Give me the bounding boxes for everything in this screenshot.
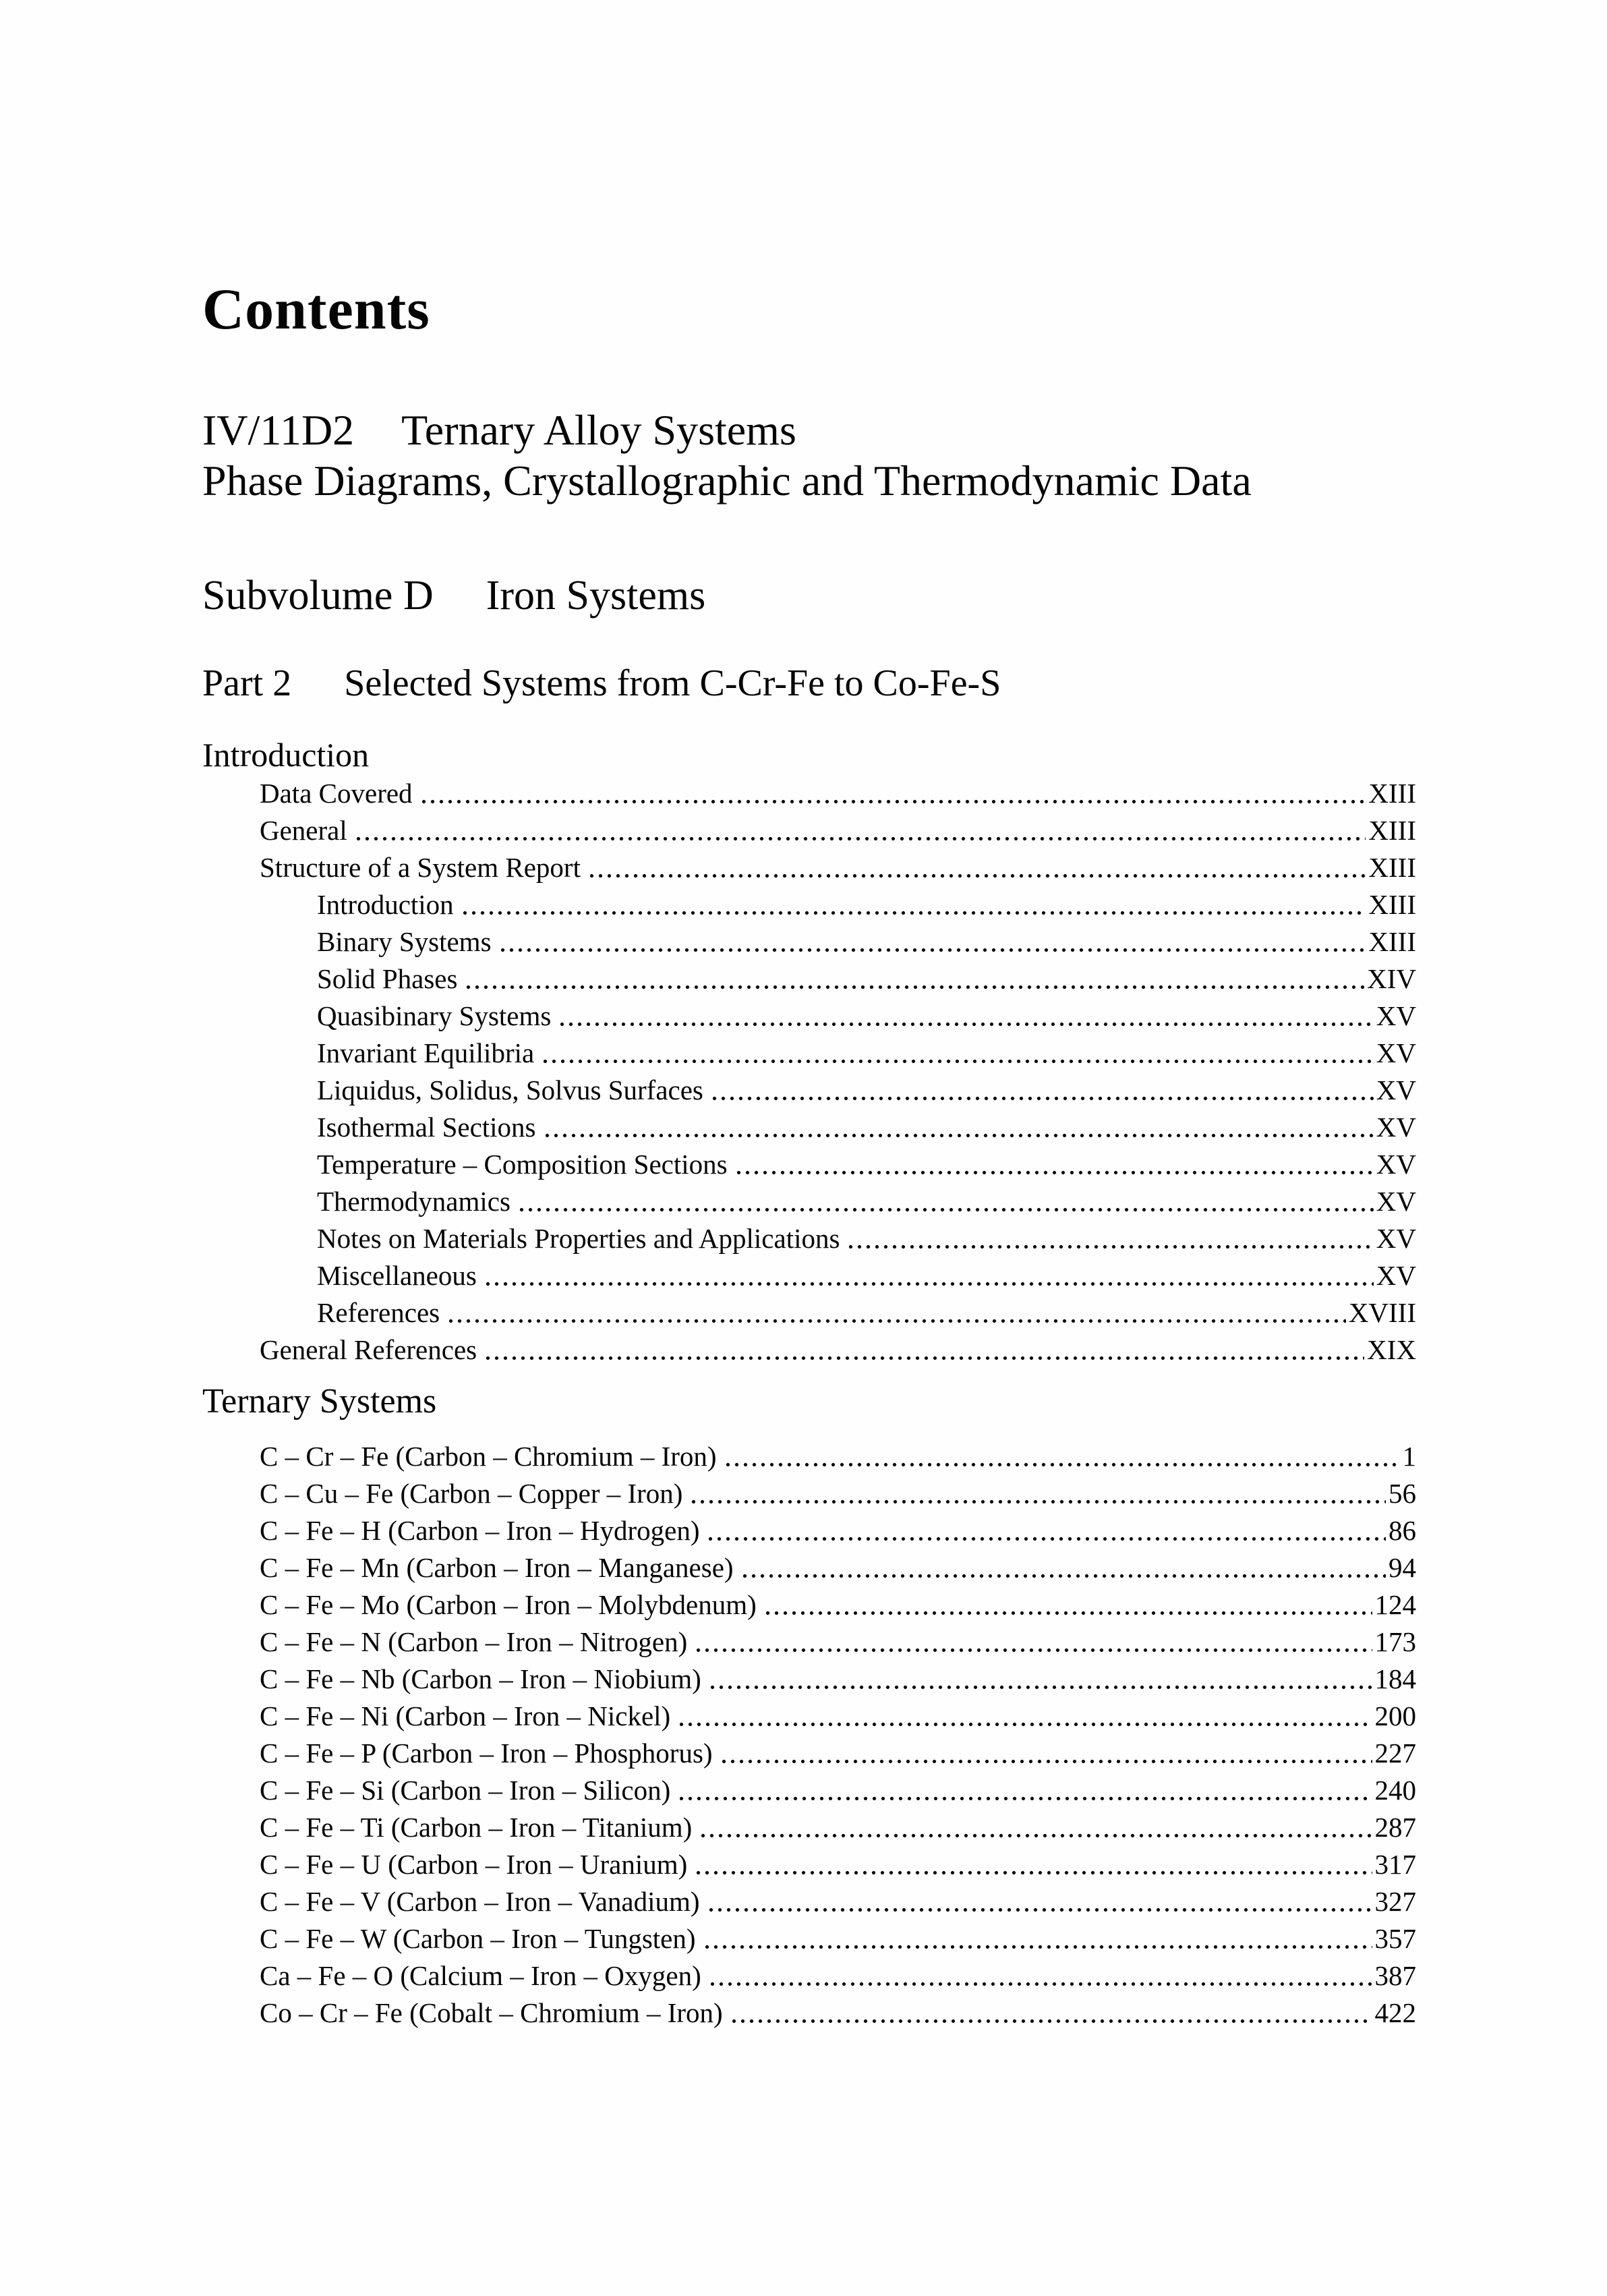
toc-entry-label: C – Fe – W (Carbon – Iron – Tungsten) <box>260 1922 696 1954</box>
toc-entry-page: 287 <box>1374 1811 1416 1843</box>
toc-entry-label: Thermodynamics <box>317 1186 510 1217</box>
toc-entry-label: Invariant Equilibria <box>317 1037 535 1069</box>
toc-entry-label: General <box>260 815 347 846</box>
toc-entry <box>202 1994 1416 2032</box>
dot-leader <box>720 1735 1372 1764</box>
toc-entry-page: XV <box>1376 1112 1416 1143</box>
toc-entry <box>202 1920 1416 1957</box>
dot-leader <box>703 1920 1372 1949</box>
toc-entry-label: Ca – Fe – O (Calcium – Iron – Oxygen) <box>260 1959 701 1991</box>
toc-entry <box>202 849 1416 886</box>
toc-entry <box>202 1257 1416 1294</box>
toc-entry <box>202 998 1416 1035</box>
toc-entry <box>202 1661 1416 1698</box>
dot-leader <box>543 1109 1374 1138</box>
toc-entry <box>202 1220 1416 1257</box>
introduction-section-heading: Introduction <box>202 736 370 774</box>
toc-entry <box>202 812 1416 849</box>
dot-leader <box>517 1183 1374 1212</box>
toc-entry-label: Temperature – Composition Sections <box>317 1149 728 1180</box>
dot-leader <box>677 1772 1372 1801</box>
toc-entry <box>202 1772 1416 1809</box>
toc-entry <box>202 886 1416 923</box>
dot-leader <box>699 1809 1372 1838</box>
toc-entry-label: C – Fe – Si (Carbon – Iron – Silicon) <box>260 1774 671 1806</box>
dot-leader <box>846 1220 1373 1249</box>
toc-entry <box>202 1072 1416 1109</box>
part-heading <box>202 661 1416 706</box>
toc-entry-label: C – Fe – P (Carbon – Iron – Phosphorus) <box>260 1737 713 1769</box>
dot-leader <box>484 1331 1364 1360</box>
toc-entry-page: 184 <box>1374 1663 1416 1694</box>
toc-entry-page: XIII <box>1368 778 1416 809</box>
toc-entry <box>202 1735 1416 1772</box>
toc-entry-label: General References <box>260 1334 477 1366</box>
volume-subtitle: Phase Diagrams, Crystallographic and Thermodynamic Data <box>202 456 1252 505</box>
dot-leader <box>694 1846 1372 1875</box>
dot-leader <box>541 1035 1374 1064</box>
dot-leader <box>724 1438 1400 1467</box>
toc-entry-page: XIX <box>1367 1334 1416 1366</box>
dot-leader <box>484 1257 1374 1286</box>
toc-entry <box>202 1586 1416 1624</box>
part-name: Selected Systems from C-Cr-Fe to Co-Fe-S <box>344 662 1001 705</box>
toc-entry-page: XV <box>1376 1037 1416 1069</box>
volume-name: Ternary Alloy Systems <box>401 406 796 454</box>
toc-entry-label: C – Cu – Fe (Carbon – Copper – Iron) <box>260 1477 683 1509</box>
toc-entry-page: XVIII <box>1348 1297 1416 1329</box>
toc-entry-page: XV <box>1376 1223 1416 1255</box>
page-title: Contents <box>202 277 430 341</box>
dot-leader <box>706 1512 1386 1541</box>
subvolume-label: Subvolume D <box>202 572 434 619</box>
ternary-systems-heading: Ternary Systems <box>202 1382 437 1421</box>
dot-leader <box>419 775 1366 804</box>
toc-entry-label: Solid Phases <box>317 963 458 995</box>
introduction-toc <box>202 775 1416 1369</box>
dot-leader <box>730 1994 1372 2024</box>
volume-code: IV/11D2 <box>202 406 355 454</box>
toc-entry-page: XV <box>1376 1186 1416 1217</box>
toc-entry-page: XIII <box>1368 926 1416 958</box>
dot-leader <box>707 1883 1372 1912</box>
dot-leader <box>677 1698 1372 1727</box>
toc-entry-page: 124 <box>1374 1588 1416 1620</box>
dot-leader <box>708 1661 1372 1690</box>
dot-leader <box>354 812 1366 841</box>
dot-leader <box>587 849 1366 878</box>
toc-entry-label: Liquidus, Solidus, Solvus Surfaces <box>317 1074 703 1106</box>
toc-entry <box>202 1109 1416 1146</box>
toc-entry-page: 317 <box>1374 1848 1416 1880</box>
toc-entry-page: 327 <box>1374 1885 1416 1917</box>
page-content <box>202 0 1416 2032</box>
volume-heading-line1 <box>202 405 1416 456</box>
volume-heading <box>202 405 1416 507</box>
toc-entry <box>202 1146 1416 1183</box>
toc-entry-page: XIII <box>1368 852 1416 884</box>
dot-leader <box>708 1957 1372 1986</box>
part-label: Part 2 <box>202 662 292 705</box>
toc-entry-page: XIII <box>1368 815 1416 846</box>
toc-entry <box>202 1475 1416 1512</box>
toc-entry-label: C – Fe – V (Carbon – Iron – Vanadium) <box>260 1885 700 1917</box>
subvolume-heading <box>202 571 1416 621</box>
toc-entry-label: C – Fe – Mn (Carbon – Iron – Manganese) <box>260 1551 734 1583</box>
toc-entry-label: C – Cr – Fe (Carbon – Chromium – Iron) <box>260 1440 717 1472</box>
subvolume-name: Iron Systems <box>486 572 706 619</box>
toc-entry-page: 94 <box>1389 1551 1416 1583</box>
toc-entry <box>202 960 1416 998</box>
dot-leader <box>694 1624 1372 1653</box>
toc-entry <box>202 1957 1416 1994</box>
dot-leader <box>689 1475 1386 1504</box>
ternary-systems-toc <box>202 1438 1416 2032</box>
dot-leader <box>446 1294 1346 1323</box>
dot-leader <box>558 998 1373 1027</box>
toc-entry-page: XV <box>1376 1074 1416 1106</box>
toc-entry-page: 422 <box>1374 1997 1416 2028</box>
toc-entry <box>202 1438 1416 1475</box>
toc-entry <box>202 1624 1416 1661</box>
toc-entry <box>202 1035 1416 1072</box>
toc-entry-label: Co – Cr – Fe (Cobalt – Chromium – Iron) <box>260 1997 723 2028</box>
toc-entry-label: Data Covered <box>260 778 413 809</box>
toc-entry-page: XIII <box>1368 889 1416 921</box>
toc-entry <box>202 1331 1416 1369</box>
toc-entry-page: 86 <box>1389 1514 1416 1546</box>
toc-entry <box>202 775 1416 812</box>
toc-entry-label: C – Fe – Ti (Carbon – Iron – Titanium) <box>260 1811 693 1843</box>
dot-leader <box>740 1549 1386 1578</box>
dot-leader <box>734 1146 1374 1175</box>
toc-entry-page: 227 <box>1374 1737 1416 1769</box>
toc-entry-page: XV <box>1376 1149 1416 1180</box>
toc-entry-page: 387 <box>1374 1959 1416 1991</box>
toc-entry-page: XV <box>1376 1000 1416 1032</box>
toc-entry <box>202 1183 1416 1220</box>
toc-entry <box>202 1549 1416 1586</box>
toc-entry-page: 200 <box>1374 1700 1416 1731</box>
toc-entry-page: 173 <box>1374 1626 1416 1657</box>
toc-entry-label: Notes on Materials Properties and Applications <box>317 1223 840 1255</box>
toc-entry-label: C – Fe – H (Carbon – Iron – Hydrogen) <box>260 1514 700 1546</box>
toc-entry <box>202 1846 1416 1883</box>
toc-entry <box>202 923 1416 960</box>
toc-entry-label: Miscellaneous <box>317 1260 477 1292</box>
toc-entry-page: 56 <box>1389 1477 1416 1509</box>
toc-entry-label: Quasibinary Systems <box>317 1000 552 1032</box>
toc-entry <box>202 1883 1416 1920</box>
dot-leader <box>461 886 1366 915</box>
toc-entry-label: C – Fe – Ni (Carbon – Iron – Nickel) <box>260 1700 671 1731</box>
toc-entry-label: Structure of a System Report <box>260 852 581 884</box>
dot-leader <box>710 1072 1374 1101</box>
toc-entry-label: Isothermal Sections <box>317 1112 536 1143</box>
toc-entry <box>202 1512 1416 1549</box>
toc-entry-label: C – Fe – Mo (Carbon – Iron – Molybdenum) <box>260 1588 757 1620</box>
toc-entry-label: Introduction <box>317 889 454 921</box>
toc-entry-page: 240 <box>1374 1774 1416 1806</box>
toc-entry <box>202 1809 1416 1846</box>
dot-leader <box>498 923 1366 952</box>
toc-entry-label: C – Fe – N (Carbon – Iron – Nitrogen) <box>260 1626 688 1657</box>
toc-entry-label: Binary Systems <box>317 926 492 958</box>
toc-entry-page: XV <box>1376 1260 1416 1292</box>
toc-entry-label: References <box>317 1297 440 1329</box>
toc-entry-page: 1 <box>1402 1440 1416 1472</box>
toc-entry-label: C – Fe – Nb (Carbon – Iron – Niobium) <box>260 1663 701 1694</box>
toc-entry-label: C – Fe – U (Carbon – Iron – Uranium) <box>260 1848 688 1880</box>
toc-entry <box>202 1294 1416 1331</box>
dot-leader <box>763 1586 1372 1615</box>
toc-entry <box>202 1698 1416 1735</box>
toc-entry-page: 357 <box>1374 1922 1416 1954</box>
dot-leader <box>464 960 1364 989</box>
toc-entry-page: XIV <box>1367 963 1416 995</box>
